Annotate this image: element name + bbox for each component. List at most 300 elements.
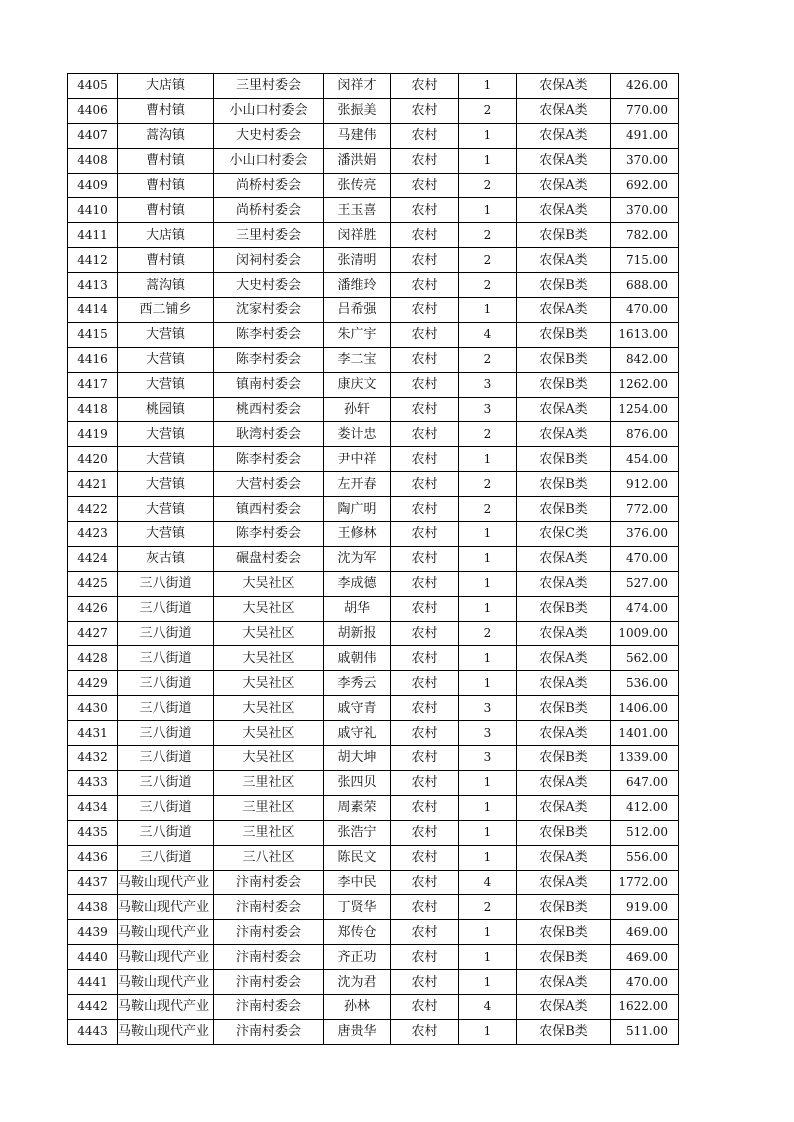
row-number-cell: 4441	[68, 970, 118, 995]
member-count-cell: 1	[459, 596, 517, 621]
person-name-cell: 张四贝	[324, 770, 391, 795]
row-number-cell: 4424	[68, 546, 118, 571]
person-name-cell: 周素荣	[324, 795, 391, 820]
household-type-cell: 农村	[391, 472, 459, 497]
table-row	[68, 870, 679, 895]
household-type-cell: 农村	[391, 522, 459, 547]
row-number-cell: 4431	[68, 721, 118, 746]
table-row	[68, 223, 679, 248]
household-type-cell: 农村	[391, 571, 459, 596]
insurance-category-cell: 农保C类	[517, 522, 611, 547]
insurance-category-cell: 农保A类	[517, 98, 611, 123]
member-count-cell: 1	[459, 74, 517, 99]
table-row	[68, 98, 679, 123]
village-cell: 三里社区	[214, 770, 324, 795]
town-cell: 蒿沟镇	[118, 273, 214, 298]
village-cell: 大吴社区	[214, 746, 324, 771]
village-cell: 碾盘村委会	[214, 546, 324, 571]
town-cell: 马鞍山现代产业	[118, 945, 214, 970]
table-row	[68, 795, 679, 820]
table-row	[68, 173, 679, 198]
insurance-category-cell: 农保A类	[517, 721, 611, 746]
town-cell: 曹村镇	[118, 173, 214, 198]
row-number-cell: 4412	[68, 248, 118, 273]
amount-cell: 454.00	[611, 447, 679, 472]
village-cell: 三里社区	[214, 795, 324, 820]
person-name-cell: 唐贵华	[324, 1019, 391, 1044]
amount-cell: 1613.00	[611, 322, 679, 347]
member-count-cell: 3	[459, 746, 517, 771]
row-number-cell: 4428	[68, 646, 118, 671]
village-cell: 汴南村委会	[214, 870, 324, 895]
town-cell: 大店镇	[118, 74, 214, 99]
village-cell: 陈李村委会	[214, 522, 324, 547]
town-cell: 三八街道	[118, 671, 214, 696]
member-count-cell: 1	[459, 546, 517, 571]
table-row	[68, 945, 679, 970]
insurance-category-cell: 农保B类	[517, 497, 611, 522]
household-type-cell: 农村	[391, 621, 459, 646]
table-row	[68, 770, 679, 795]
table-row	[68, 447, 679, 472]
table-row	[68, 994, 679, 1019]
amount-cell: 562.00	[611, 646, 679, 671]
amount-cell: 1009.00	[611, 621, 679, 646]
insurance-category-cell: 农保A类	[517, 970, 611, 995]
table-body	[68, 74, 679, 1045]
table-row	[68, 372, 679, 397]
town-cell: 西二铺乡	[118, 298, 214, 323]
amount-cell: 876.00	[611, 422, 679, 447]
row-number-cell: 4434	[68, 795, 118, 820]
row-number-cell: 4417	[68, 372, 118, 397]
town-cell: 三八街道	[118, 721, 214, 746]
town-cell: 三八街道	[118, 621, 214, 646]
household-type-cell: 农村	[391, 994, 459, 1019]
table-row	[68, 298, 679, 323]
insurance-category-cell: 农保A类	[517, 198, 611, 223]
member-count-cell: 1	[459, 1019, 517, 1044]
amount-cell: 1401.00	[611, 721, 679, 746]
table-row	[68, 920, 679, 945]
insurance-category-cell: 农保B类	[517, 696, 611, 721]
person-name-cell: 尹中祥	[324, 447, 391, 472]
town-cell: 马鞍山现代产业	[118, 870, 214, 895]
household-type-cell: 农村	[391, 895, 459, 920]
village-cell: 陈李村委会	[214, 322, 324, 347]
insurance-category-cell: 农保B类	[517, 920, 611, 945]
village-cell: 汴南村委会	[214, 945, 324, 970]
person-name-cell: 陈民文	[324, 845, 391, 870]
insurance-category-cell: 农保B类	[517, 223, 611, 248]
village-cell: 大吴社区	[214, 596, 324, 621]
person-name-cell: 胡大坤	[324, 746, 391, 771]
amount-cell: 470.00	[611, 970, 679, 995]
village-cell: 陈李村委会	[214, 347, 324, 372]
row-number-cell: 4416	[68, 347, 118, 372]
insurance-category-cell: 农保B类	[517, 347, 611, 372]
household-type-cell: 农村	[391, 397, 459, 422]
household-type-cell: 农村	[391, 1019, 459, 1044]
amount-cell: 1262.00	[611, 372, 679, 397]
insurance-category-cell: 农保A类	[517, 870, 611, 895]
household-type-cell: 农村	[391, 546, 459, 571]
insurance-category-cell: 农保B类	[517, 596, 611, 621]
household-type-cell: 农村	[391, 372, 459, 397]
household-type-cell: 农村	[391, 447, 459, 472]
insurance-category-cell: 农保A类	[517, 148, 611, 173]
table-row	[68, 522, 679, 547]
household-type-cell: 农村	[391, 273, 459, 298]
household-type-cell: 农村	[391, 198, 459, 223]
town-cell: 桃园镇	[118, 397, 214, 422]
household-type-cell: 农村	[391, 98, 459, 123]
village-cell: 汴南村委会	[214, 920, 324, 945]
town-cell: 三八街道	[118, 646, 214, 671]
household-type-cell: 农村	[391, 74, 459, 99]
person-name-cell: 闵祥胜	[324, 223, 391, 248]
amount-cell: 511.00	[611, 1019, 679, 1044]
household-type-cell: 农村	[391, 795, 459, 820]
village-cell: 汴南村委会	[214, 1019, 324, 1044]
amount-cell: 1406.00	[611, 696, 679, 721]
amount-cell: 412.00	[611, 795, 679, 820]
amount-cell: 715.00	[611, 248, 679, 273]
amount-cell: 1254.00	[611, 397, 679, 422]
person-name-cell: 孙轩	[324, 397, 391, 422]
town-cell: 三八街道	[118, 795, 214, 820]
member-count-cell: 2	[459, 472, 517, 497]
row-number-cell: 4406	[68, 98, 118, 123]
household-type-cell: 农村	[391, 596, 459, 621]
insurance-category-cell: 农保A类	[517, 248, 611, 273]
insurance-category-cell: 农保B类	[517, 746, 611, 771]
village-cell: 大吴社区	[214, 646, 324, 671]
member-count-cell: 4	[459, 870, 517, 895]
amount-cell: 426.00	[611, 74, 679, 99]
household-type-cell: 农村	[391, 298, 459, 323]
person-name-cell: 吕希强	[324, 298, 391, 323]
person-name-cell: 齐正功	[324, 945, 391, 970]
household-type-cell: 农村	[391, 173, 459, 198]
member-count-cell: 1	[459, 522, 517, 547]
town-cell: 三八街道	[118, 770, 214, 795]
household-type-cell: 农村	[391, 770, 459, 795]
town-cell: 大营镇	[118, 322, 214, 347]
village-cell: 大史村委会	[214, 273, 324, 298]
town-cell: 三八街道	[118, 596, 214, 621]
amount-cell: 536.00	[611, 671, 679, 696]
row-number-cell: 4436	[68, 845, 118, 870]
table-row	[68, 895, 679, 920]
row-number-cell: 4432	[68, 746, 118, 771]
member-count-cell: 1	[459, 845, 517, 870]
town-cell: 马鞍山现代产业	[118, 994, 214, 1019]
table-row	[68, 845, 679, 870]
household-type-cell: 农村	[391, 347, 459, 372]
person-name-cell: 张清明	[324, 248, 391, 273]
town-cell: 马鞍山现代产业	[118, 1019, 214, 1044]
row-number-cell: 4433	[68, 770, 118, 795]
amount-cell: 474.00	[611, 596, 679, 621]
insurance-category-cell: 农保B类	[517, 372, 611, 397]
table-row	[68, 322, 679, 347]
person-name-cell: 戚朝伟	[324, 646, 391, 671]
amount-cell: 647.00	[611, 770, 679, 795]
person-name-cell: 戚守青	[324, 696, 391, 721]
village-cell: 尚桥村委会	[214, 198, 324, 223]
insurance-category-cell: 农保B类	[517, 472, 611, 497]
person-name-cell: 沈为军	[324, 546, 391, 571]
table-row	[68, 646, 679, 671]
table-row	[68, 1019, 679, 1044]
person-name-cell: 丁贤华	[324, 895, 391, 920]
town-cell: 大营镇	[118, 422, 214, 447]
member-count-cell: 1	[459, 970, 517, 995]
table-row	[68, 596, 679, 621]
town-cell: 三八街道	[118, 746, 214, 771]
member-count-cell: 1	[459, 770, 517, 795]
village-cell: 镇西村委会	[214, 497, 324, 522]
person-name-cell: 朱广宇	[324, 322, 391, 347]
table-row	[68, 621, 679, 646]
household-type-cell: 农村	[391, 845, 459, 870]
insurance-category-cell: 农保A类	[517, 422, 611, 447]
insurance-category-cell: 农保A类	[517, 173, 611, 198]
insurance-category-cell: 农保A类	[517, 671, 611, 696]
household-type-cell: 农村	[391, 322, 459, 347]
town-cell: 三八街道	[118, 571, 214, 596]
village-cell: 三里村委会	[214, 74, 324, 99]
person-name-cell: 王玉喜	[324, 198, 391, 223]
table-row	[68, 721, 679, 746]
person-name-cell: 陶广明	[324, 497, 391, 522]
person-name-cell: 左开春	[324, 472, 391, 497]
row-number-cell: 4427	[68, 621, 118, 646]
person-name-cell: 胡华	[324, 596, 391, 621]
person-name-cell: 张浩宁	[324, 820, 391, 845]
member-count-cell: 2	[459, 248, 517, 273]
person-name-cell: 娄计忠	[324, 422, 391, 447]
row-number-cell: 4419	[68, 422, 118, 447]
row-number-cell: 4440	[68, 945, 118, 970]
village-cell: 汴南村委会	[214, 970, 324, 995]
village-cell: 大吴社区	[214, 696, 324, 721]
town-cell: 大营镇	[118, 347, 214, 372]
household-type-cell: 农村	[391, 223, 459, 248]
household-type-cell: 农村	[391, 671, 459, 696]
insurance-category-cell: 农保B类	[517, 273, 611, 298]
member-count-cell: 2	[459, 497, 517, 522]
household-type-cell: 农村	[391, 148, 459, 173]
town-cell: 大营镇	[118, 497, 214, 522]
person-name-cell: 康庆文	[324, 372, 391, 397]
village-cell: 镇南村委会	[214, 372, 324, 397]
town-cell: 蒿沟镇	[118, 123, 214, 148]
member-count-cell: 3	[459, 721, 517, 746]
insurance-category-cell: 农保A类	[517, 397, 611, 422]
member-count-cell: 3	[459, 696, 517, 721]
town-cell: 马鞍山现代产业	[118, 970, 214, 995]
village-cell: 大吴社区	[214, 621, 324, 646]
table-row	[68, 347, 679, 372]
person-name-cell: 闵祥才	[324, 74, 391, 99]
amount-cell: 470.00	[611, 298, 679, 323]
town-cell: 三八街道	[118, 696, 214, 721]
table-row	[68, 671, 679, 696]
household-type-cell: 农村	[391, 422, 459, 447]
person-name-cell: 张传亮	[324, 173, 391, 198]
row-number-cell: 4429	[68, 671, 118, 696]
table-row	[68, 546, 679, 571]
member-count-cell: 1	[459, 571, 517, 596]
table-row	[68, 123, 679, 148]
insurance-category-cell: 农保A类	[517, 795, 611, 820]
amount-cell: 469.00	[611, 920, 679, 945]
town-cell: 灰古镇	[118, 546, 214, 571]
table-row	[68, 148, 679, 173]
member-count-cell: 2	[459, 422, 517, 447]
insurance-category-cell: 农保B类	[517, 447, 611, 472]
row-number-cell: 4407	[68, 123, 118, 148]
row-number-cell: 4437	[68, 870, 118, 895]
row-number-cell: 4420	[68, 447, 118, 472]
household-type-cell: 农村	[391, 721, 459, 746]
person-name-cell: 潘洪娟	[324, 148, 391, 173]
household-type-cell: 农村	[391, 696, 459, 721]
amount-cell: 1339.00	[611, 746, 679, 771]
table-row	[68, 970, 679, 995]
row-number-cell: 4443	[68, 1019, 118, 1044]
amount-cell: 491.00	[611, 123, 679, 148]
person-name-cell: 胡新报	[324, 621, 391, 646]
insurance-category-cell: 农保A类	[517, 770, 611, 795]
insurance-category-cell: 农保A类	[517, 298, 611, 323]
person-name-cell: 戚守礼	[324, 721, 391, 746]
village-cell: 大营村委会	[214, 472, 324, 497]
table-row	[68, 472, 679, 497]
member-count-cell: 1	[459, 148, 517, 173]
table-row	[68, 422, 679, 447]
village-cell: 小山口村委会	[214, 98, 324, 123]
table-row	[68, 397, 679, 422]
table-row	[68, 571, 679, 596]
village-cell: 小山口村委会	[214, 148, 324, 173]
person-name-cell: 孙林	[324, 994, 391, 1019]
village-cell: 三八社区	[214, 845, 324, 870]
amount-cell: 692.00	[611, 173, 679, 198]
table-row	[68, 746, 679, 771]
person-name-cell: 王修林	[324, 522, 391, 547]
household-type-cell: 农村	[391, 248, 459, 273]
row-number-cell: 4442	[68, 994, 118, 1019]
member-count-cell: 1	[459, 123, 517, 148]
amount-cell: 919.00	[611, 895, 679, 920]
table-row	[68, 273, 679, 298]
amount-cell: 512.00	[611, 820, 679, 845]
insurance-category-cell: 农保B类	[517, 895, 611, 920]
row-number-cell: 4425	[68, 571, 118, 596]
insurance-category-cell: 农保A类	[517, 845, 611, 870]
member-count-cell: 1	[459, 298, 517, 323]
member-count-cell: 1	[459, 820, 517, 845]
row-number-cell: 4426	[68, 596, 118, 621]
row-number-cell: 4418	[68, 397, 118, 422]
village-cell: 沈家村委会	[214, 298, 324, 323]
amount-cell: 527.00	[611, 571, 679, 596]
row-number-cell: 4413	[68, 273, 118, 298]
insurance-category-cell: 农保A类	[517, 74, 611, 99]
table-row	[68, 198, 679, 223]
amount-cell: 469.00	[611, 945, 679, 970]
person-name-cell: 李二宝	[324, 347, 391, 372]
insurance-category-cell: 农保A类	[517, 994, 611, 1019]
row-number-cell: 4423	[68, 522, 118, 547]
village-cell: 大吴社区	[214, 671, 324, 696]
amount-cell: 782.00	[611, 223, 679, 248]
village-cell: 三里村委会	[214, 223, 324, 248]
member-count-cell: 4	[459, 994, 517, 1019]
insurance-category-cell: 农保B类	[517, 322, 611, 347]
village-cell: 闵祠村委会	[214, 248, 324, 273]
amount-cell: 772.00	[611, 497, 679, 522]
amount-cell: 556.00	[611, 845, 679, 870]
household-type-cell: 农村	[391, 820, 459, 845]
town-cell: 三八街道	[118, 820, 214, 845]
member-count-cell: 2	[459, 621, 517, 646]
row-number-cell: 4408	[68, 148, 118, 173]
household-type-cell: 农村	[391, 123, 459, 148]
member-count-cell: 4	[459, 322, 517, 347]
amount-cell: 1622.00	[611, 994, 679, 1019]
person-name-cell: 郑传仓	[324, 920, 391, 945]
member-count-cell: 2	[459, 347, 517, 372]
town-cell: 三八街道	[118, 845, 214, 870]
insurance-category-cell: 农保B类	[517, 1019, 611, 1044]
person-name-cell: 李中民	[324, 870, 391, 895]
member-count-cell: 2	[459, 223, 517, 248]
household-type-cell: 农村	[391, 970, 459, 995]
insurance-category-cell: 农保A类	[517, 571, 611, 596]
row-number-cell: 4438	[68, 895, 118, 920]
member-count-cell: 3	[459, 372, 517, 397]
town-cell: 大营镇	[118, 472, 214, 497]
village-cell: 大吴社区	[214, 571, 324, 596]
household-type-cell: 农村	[391, 870, 459, 895]
insurance-category-cell: 农保B类	[517, 945, 611, 970]
row-number-cell: 4422	[68, 497, 118, 522]
household-type-cell: 农村	[391, 646, 459, 671]
amount-cell: 912.00	[611, 472, 679, 497]
member-count-cell: 3	[459, 397, 517, 422]
table-row	[68, 248, 679, 273]
member-count-cell: 1	[459, 795, 517, 820]
row-number-cell: 4411	[68, 223, 118, 248]
household-type-cell: 农村	[391, 945, 459, 970]
town-cell: 马鞍山现代产业	[118, 920, 214, 945]
town-cell: 曹村镇	[118, 148, 214, 173]
table-row	[68, 497, 679, 522]
member-count-cell: 1	[459, 671, 517, 696]
records-table	[67, 73, 679, 1045]
amount-cell: 688.00	[611, 273, 679, 298]
insurance-category-cell: 农保A类	[517, 621, 611, 646]
household-type-cell: 农村	[391, 920, 459, 945]
row-number-cell: 4414	[68, 298, 118, 323]
member-count-cell: 2	[459, 273, 517, 298]
household-type-cell: 农村	[391, 746, 459, 771]
village-cell: 三里社区	[214, 820, 324, 845]
